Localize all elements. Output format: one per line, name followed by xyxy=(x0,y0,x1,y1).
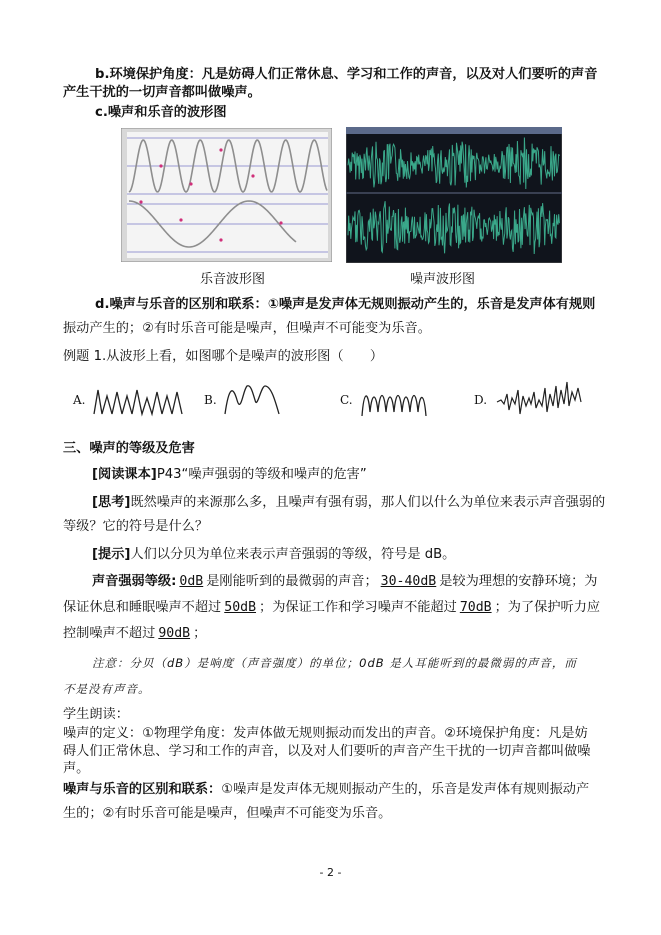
think-line2: 等级？它的符号是什么？ xyxy=(63,519,209,534)
difference-text-1: ①噪声是发声体无规则振动产生的，乐音是发声体有规则振动产 xyxy=(221,782,590,797)
students-read: 学生朗读： xyxy=(63,707,129,722)
level-0db: 0dB xyxy=(179,574,204,589)
level-30-40db: 30-40dB xyxy=(380,574,437,589)
level-text-7: ； xyxy=(193,626,207,641)
level-text-1: 是刚能听到的最微弱的声音； xyxy=(206,574,378,589)
para-c-title: c.噪声和乐音的波形图 xyxy=(95,105,227,120)
para-d-line2: 振动产生的；②有时乐音可能是噪声，但噪声不可能变为乐音。 xyxy=(63,321,431,336)
level-label: 声音强弱等级: xyxy=(92,574,177,589)
level-text-5: ；为了保护听力应 xyxy=(494,600,601,615)
level-text-6: 控制噪声不超过 xyxy=(63,626,156,641)
level-text-4: ；为保证工作和学习噪声不能超过 xyxy=(259,600,457,615)
hint-tag: [提示] xyxy=(92,547,131,562)
level-line1 xyxy=(92,573,632,591)
level-line2 xyxy=(63,599,603,617)
think-tag: [思考] xyxy=(92,495,131,510)
definition-line1: 噪声的定义：①物理学角度：发声体做无规则振动而发出的声音。②环境保护角度：凡是妨 xyxy=(63,726,588,741)
option-d-waveform xyxy=(495,378,583,422)
difference-line1 xyxy=(63,781,603,799)
level-90db: 90dB xyxy=(158,626,191,641)
noise-waveform-figure xyxy=(346,127,562,263)
definition-line3: 声。 xyxy=(63,761,90,776)
level-50db: 50dB xyxy=(224,600,257,615)
para-b-line2: 产生干扰的一切声音都叫做噪声。 xyxy=(63,85,261,100)
hint-line xyxy=(92,546,632,564)
option-c-waveform xyxy=(360,382,432,420)
page-number: - 2 - xyxy=(319,866,342,879)
para-d-line1 xyxy=(95,296,635,314)
option-b-label: B. xyxy=(204,393,217,407)
option-b-waveform xyxy=(223,380,283,418)
option-a-label: A. xyxy=(73,393,86,407)
reading-line xyxy=(92,466,632,484)
option-a-waveform xyxy=(92,382,184,418)
level-text-3: 保证休息和睡眠噪声不超过 xyxy=(63,600,222,615)
caption-music-waveform: 乐音波形图 xyxy=(200,272,266,287)
definition-line2: 碍人们正常休息、学习和工作的声音，以及对人们要听的声音产生干扰的一切声音都叫做噪 xyxy=(63,744,591,759)
difference-line2: 生的；②有时乐音可能是噪声，但噪声不可能变为乐音。 xyxy=(63,806,392,821)
difference-label: 噪声与乐音的区别和联系： xyxy=(63,782,222,797)
think-line1 xyxy=(92,494,632,512)
level-line3 xyxy=(63,625,603,643)
example-1: 例题 1.从波形上看，如图哪个是噪声的波形图（ ） xyxy=(63,349,384,364)
hint-text: 人们以分贝为单位来表示声音强弱的等级，符号是 dB。 xyxy=(130,547,456,562)
think-text-1: 既然噪声的来源那么多，且噪声有强有弱，那人们以什么为单位来表示声音强弱的 xyxy=(130,495,606,510)
para-b-line1: b.环境保护角度：凡是妨碍人们正常休息、学习和工作的声音，以及对人们要听的声音 xyxy=(95,67,598,82)
reading-text: P43“噪声强弱的等级和噪声的危害” xyxy=(156,467,367,482)
caption-noise-waveform: 噪声波形图 xyxy=(410,272,476,287)
level-text-2: 是较为理想的安静环境；为 xyxy=(439,574,598,589)
para-d-text: d.噪声与乐音的区别和联系：①噪声是发声体无规则振动产生的，乐音是发声体有规则 xyxy=(95,297,596,312)
reading-tag: [阅读课本] xyxy=(92,467,157,482)
option-c-label: C. xyxy=(340,393,353,407)
level-70db: 70dB xyxy=(459,600,492,615)
option-d-label: D. xyxy=(474,393,488,407)
section-3-title: 三、噪声的等级及危害 xyxy=(63,441,195,456)
music-waveform-figure xyxy=(121,128,332,262)
note-line2: 不是没有声音。 xyxy=(63,682,151,696)
note-line1: 注意：分贝（dB）是响度（声音强度）的单位；0dB 是人耳能听到的最微弱的声音，而 xyxy=(92,656,577,670)
